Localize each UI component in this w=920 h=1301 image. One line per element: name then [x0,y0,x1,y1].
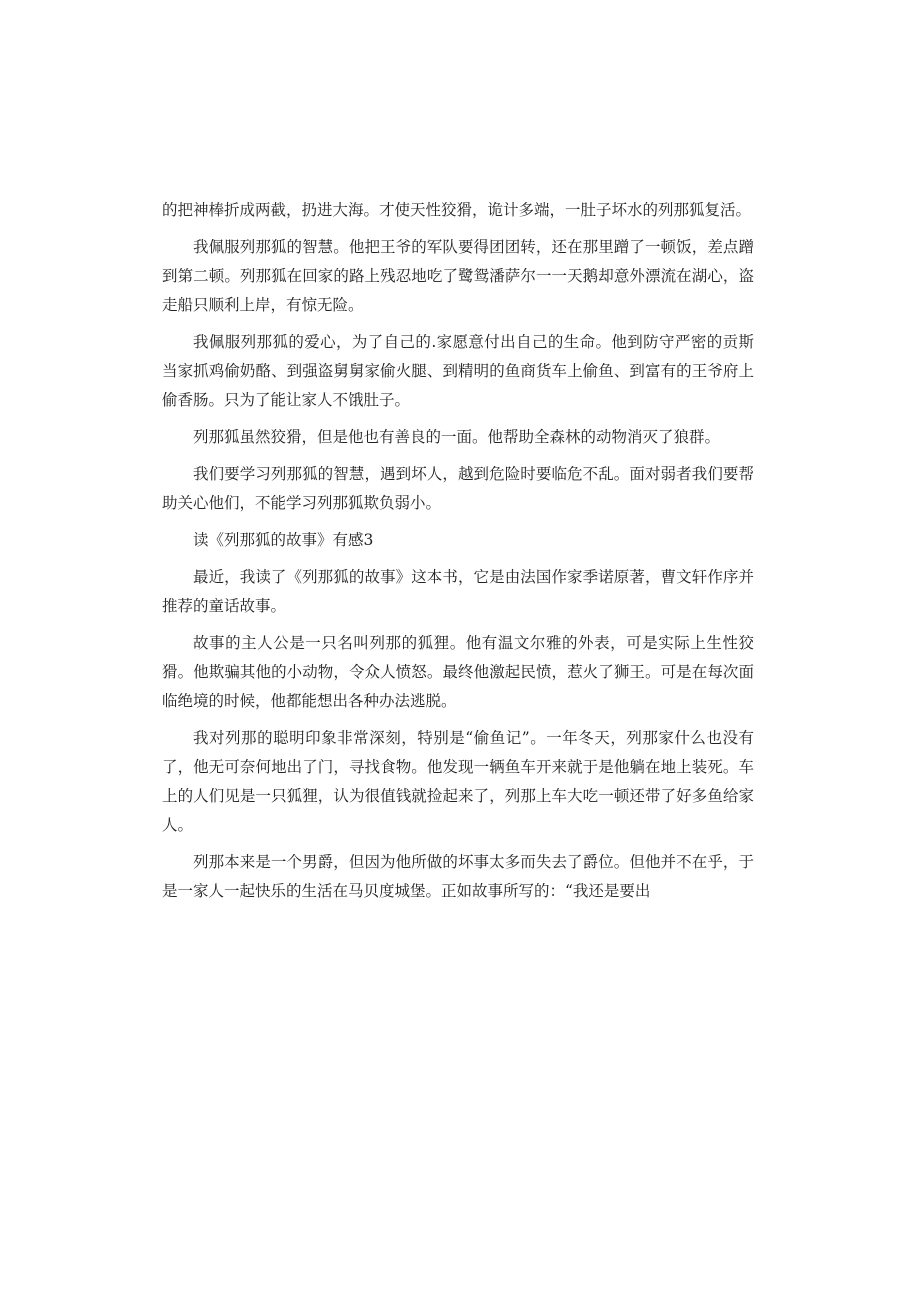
paragraph-intro: 最近，我读了《列那狐的故事》这本书，它是由法国作家季诺原著，曹文轩作序并推荐的童话故事。 [162,568,754,615]
paragraph-love: 我佩服列那狐的爱心，为了自己的.家愿意付出自己的生命。他到防守严密的贡斯当家抓鸡偷奶酪、到强盗舅舅家偷火腿、到精明的鱼商货车上偷鱼、到富有的王爷府上偷香肠。只为了能让家人不饿肚子。 [162,333,754,409]
paragraph-continuation: 的把神棒折成两截，扔进大海。才使天性狡猾，诡计多端，一肚子坏水的列那狐复活。 [162,201,752,219]
document-body [162,196,754,914]
paragraph-protagonist: 故事的主人公是一只名叫列那的狐狸。他有温文尔雅的外表，可是实际上生性狡猾。他欺骗其他的小动物，令众人愤怒。最终他激起民愤，惹火了狮王。可是在每次面临绝境的时候，他都能想出各种办法逃脱。 [162,634,754,710]
paragraph-baron: 列那本来是一个男爵，但因为他所做的坏事太多而失去了爵位。但他并不在乎，于是一家人一起快乐的生活在马贝度城堡。正如故事所写的：“我还是要出 [162,853,754,900]
paragraph-kindness: 列那狐虽然狡猾，但是他也有善良的一面。他帮助全森林的动物消灭了狼群。 [193,428,721,446]
section-heading: 读《列那狐的故事》有感3 [193,531,374,549]
paragraph-wisdom: 我佩服列那狐的智慧。他把王爷的军队要得团团转，还在那里蹭了一顿饭，差点蹭到第二顿。列那狐在回家的路上残忍地吃了鹭鸳潘萨尔一一天鹅却意外漂流在湖心，盗走船只顺利上岸，有惊无险。 [162,238,754,314]
paragraph-fish-story: 我对列那的聪明印象非常深刻，特别是“偷鱼记”。一年冬天，列那家什么也没有了，他无可奈何地出了门，寻找食物。他发现一辆鱼车开来就于是他躺在地上装死。车上的人们见是一只狐狸，认为很值钱就捡起来了，列那上车大吃一顿还带了好多鱼给家人。 [162,729,754,834]
paragraph-lesson: 我们要学习列那狐的智慧，遇到坏人，越到危险时要临危不乱。面对弱者我们要帮助关心他们，不能学习列那狐欺负弱小。 [162,465,754,512]
